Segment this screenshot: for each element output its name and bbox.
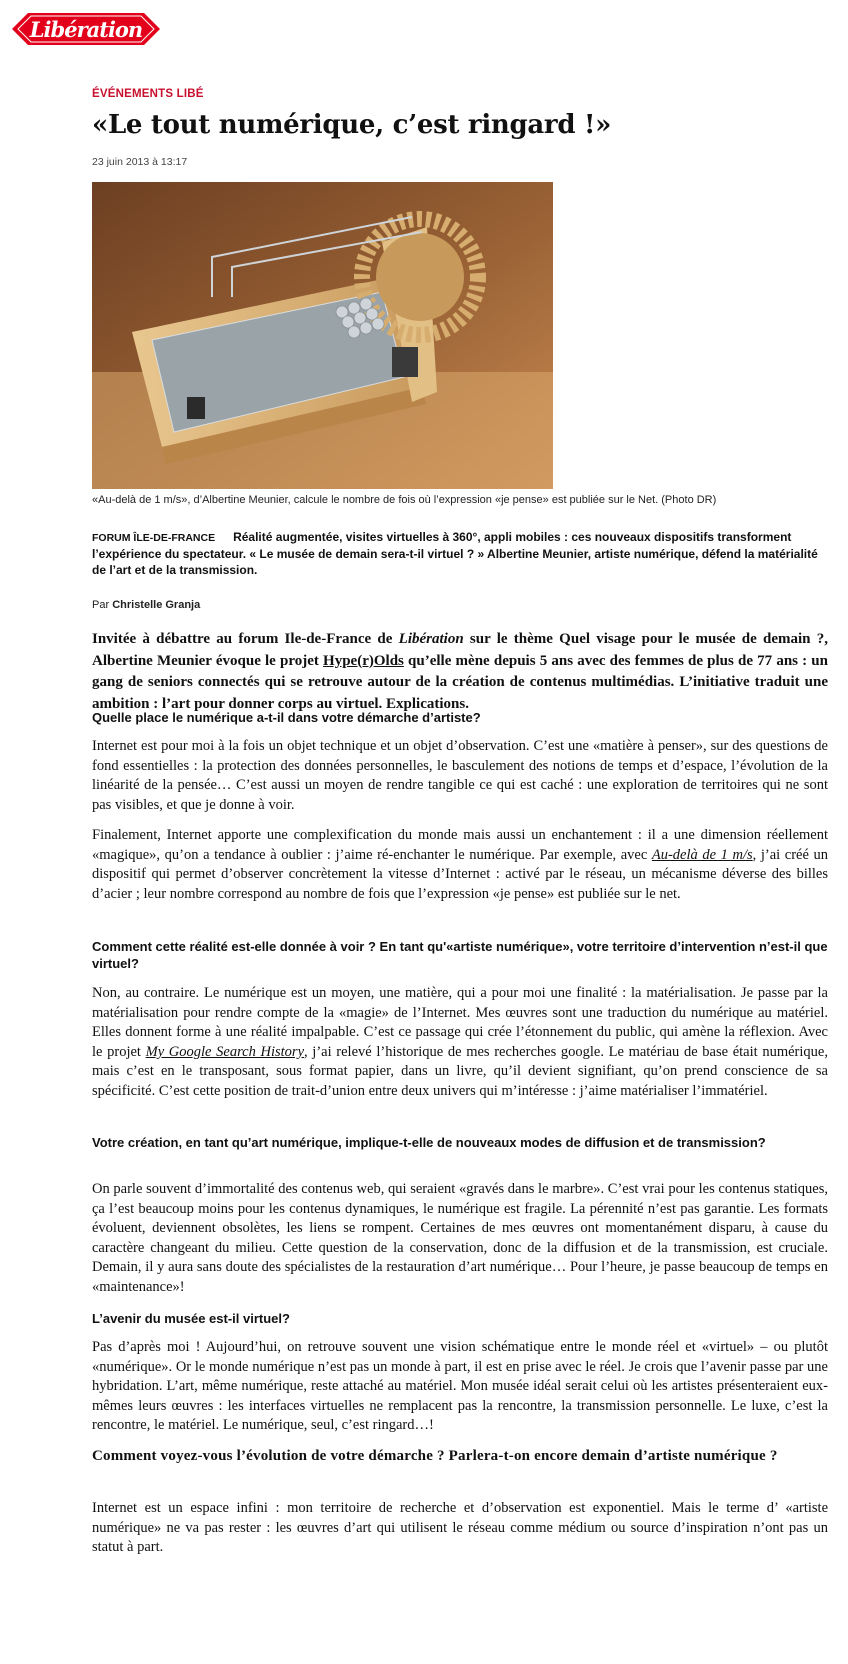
question-5: Comment voyez-vous l’évolution de votre démarche ? Parlera-t-on encore demain d’artiste numérique ? [92, 1448, 778, 1464]
question-4: L’avenir du musée est-il virtuel? [92, 1311, 290, 1326]
article-chapo [92, 529, 828, 578]
lead-part-1: Invitée à débattre au forum Ile-de-France de [92, 631, 399, 647]
link-au-dela-de-1ms[interactable]: Au-delà de 1 m/s [651, 846, 753, 863]
liberation-logo[interactable] [12, 6, 160, 52]
article-title: «Le tout numérique, c’est ringard !» [92, 110, 612, 140]
photo-caption: «Au-delà de 1 m/s», d’Albertine Meunier, calcule le nombre de fois où l’expression «je pense» est publiée sur le Net. (Photo DR) [92, 494, 717, 506]
answer-4: On parle souvent d’immortalité des contenus web, qui seraient «gravés dans le marbre». C’est vrai pour les contenus statiques, ça l’est beaucoup moins pour les contenus dynamiques, le numérique est fragile. La pérennité n’est pas garantie. Les formats évoluent, deviennent obsolètes, les liens se rompent. Certaines de mes œuvres ont momentanément disparu, à cause du caractère changeant du milieu. Cette question de la conservation, donc de la diffusion et de la transmission, est cruciale. Demain, il y aura sans doute des spécialistes de la restauration d’art numérique… Pour l’heure, je passe beaucoup de temps en «maintenance»! [92, 1181, 828, 1295]
logo-arrow-shape [12, 6, 160, 52]
article-photo [92, 182, 553, 489]
link-my-google-search-history[interactable]: My Google Search History [145, 1043, 305, 1060]
byline-author[interactable]: Christelle Granja [112, 599, 201, 611]
article-lead [92, 629, 828, 715]
photo-illustration [92, 182, 553, 489]
lead-link-hyperolds[interactable]: Hype(r)Olds [323, 652, 404, 669]
answer-3 [92, 984, 828, 1102]
article-rubric[interactable]: ÉVÉNEMENTS LIBÉ [92, 88, 204, 100]
logo-wordmark: Libération [29, 17, 143, 42]
answer-3-part-1: Non, au contraire. Le numérique est un moyen, une matière, qui a pour moi une finalité : la matérialisation. Je passe par la matérialisation pour rendre compte de la «magie» de l’Internet. Mes œuvres sont une traduction du numérique au matériel. Elles donnent forme à une réalité impalpable. C’est ce passage qui crée l’étonnement du public, qui amène la réflexion. Avec le projet [92, 985, 828, 1060]
lead-part-2: sur le thème Quel visage pour le musée de demain ?, Albertine Meunier évoque le projet [92, 631, 828, 669]
chapo-text: Réalité augmentée, visites virtuelles à 360°, appli mobiles : ces nouveaux dispositifs transforment l’expérience du spectateur. « Le musée de demain sera-t-il virtuel ? » Albertine Meunier, artiste numérique, défend la matérialité de l’art et de la transmission. [92, 530, 818, 577]
answer-2-part-1: Finalement, Internet apporte une complexification du monde mais aussi un enchantement : il a une dimension réellement «magique», qu’on a tendance à oublier : j’aime ré-enchanter le numérique. Par exemple, avec [92, 827, 828, 863]
article-date: 23 juin 2013 à 13:17 [92, 156, 188, 168]
answer-1: Internet est pour moi à la fois un objet technique et un objet d’observation. C’est une «matière à penser», sur des questions de fond essentielles : la protection des données personnelles, le basculement des notions de temps et d’espace, l’évolution de la linéarité de la pensée… C’est aussi un moyen de rendre tangible ce qui est caché : une exploration de territoires qui ne sont pas visibles, et que je donne à voir. [92, 738, 828, 813]
answer-5: Pas d’après moi ! Aujourd’hui, on retrouve souvent une vision schématique entre le monde réel et «virtuel» – ou plutôt «numérique». Or le monde numérique n’est pas un monde à part, il est en prise avec le réel. Je crois que l’avenir passe par une hybridation. L’art, même numérique, reste attaché au matériel. Mon musée idéal serait celui où les artistes présenteraient eux-mêmes leurs œuvres : les interfaces virtuelles ne remplacent pas la rencontre, la transmission personnelle. Le luxe, c’est la rencontre, le matériel. Le numérique, seul, c’est ringard…! [92, 1339, 828, 1434]
question-2: Comment cette réalité est-elle donnée à voir ? En tant qu'«artiste numérique», votre territoire d’intervention n’est-il que virtuel? [92, 939, 828, 971]
answer-2-part-2: , j’ai créé un dispositif qui permet d’observer concrètement la vitesse d’Internet : activé par le réseau, un mécanisme déverse des billes d’acier ; leur nombre correspond au nombre de fois que l’expression «je pense» est publiée sur le net. [92, 846, 828, 902]
article [92, 88, 828, 715]
lead-part-3: qu’elle mène depuis 5 ans avec des femmes de plus de 77 ans : un gang de seniors connectés qui se retrouve autour de la création de contenus multimédias. L’initiative traduit une ambition : l’art pour donner corps au virtuel. Explications. [92, 652, 828, 712]
byline [92, 599, 828, 611]
chapo-kicker: FORUM ÎLE-DE-FRANCE [92, 532, 216, 544]
byline-prefix: Par [92, 599, 110, 611]
lead-newspaper-name: Libération [398, 631, 464, 647]
answer-6: Internet est un espace infini : mon territoire de recherche et d’observation est exponentiel. Mais le terme d’ «artiste numérique» ne va pas rester : les œuvres d’art qui utilisent le réseau comme médium ou source d’inspiration n’ont pas un statut à part. [92, 1500, 828, 1556]
answer-2 [92, 826, 828, 904]
question-3: Votre création, en tant qu’art numérique, implique-t-elle de nouveaux modes de diffusion et de transmission? [92, 1135, 766, 1150]
answer-3-part-2: , j’ai relevé l’historique de mes recherches google. Le matériau de base était numérique, mais c’est en le transposant, sous format papier, dans un livre, qu’il devient signifiant, qu’on prend conscience de sa spécificité. C’est cette position de trait-d’union entre deux univers qui m’intéresse : j’aime matérialiser l’immatériel. [92, 1043, 828, 1099]
question-1: Quelle place le numérique a-t-il dans votre démarche d’artiste? [92, 710, 481, 725]
